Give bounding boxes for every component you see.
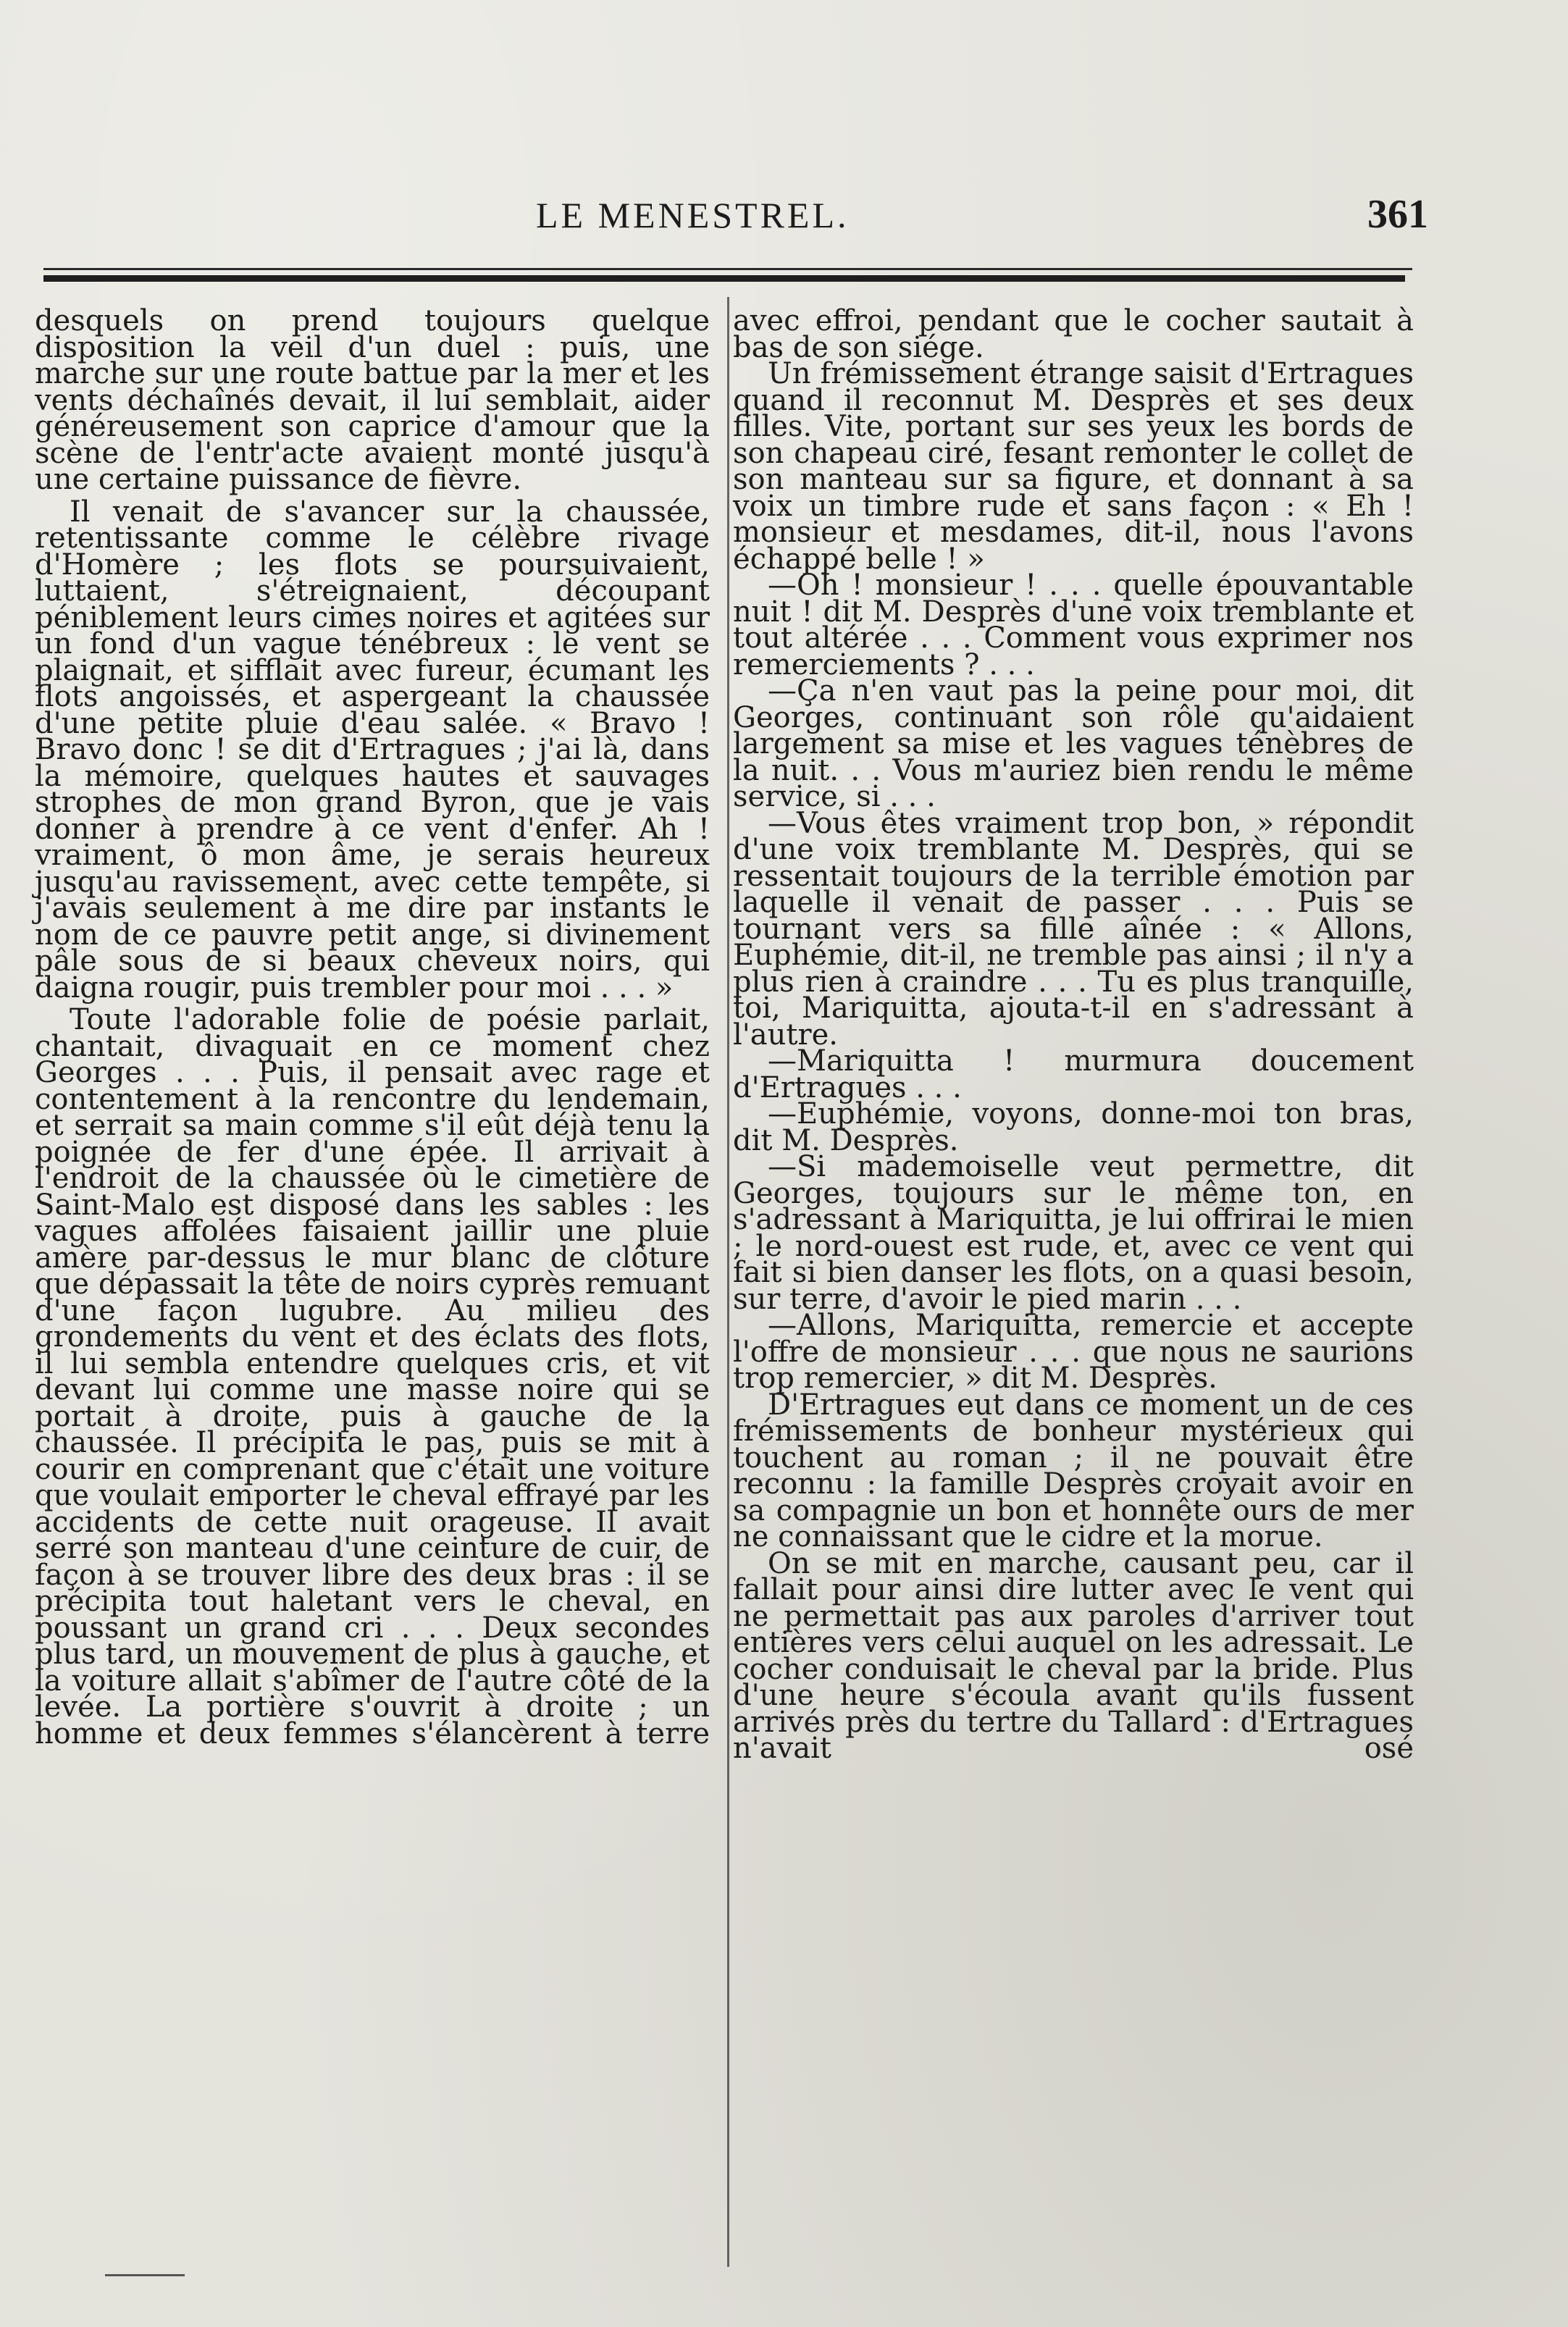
paragraph: —Ça n'en vaut pas la peine pour moi, dit Georges, continuant son rôle qu'aidaient largement sa mise et les vagues ténèbres de la nuit. . . Vous m'auriez bien rendu le même service, si . . . — [733, 674, 1414, 813]
paragraph: On se mit en marche, causant peu, car il fallait pour ainsi dire lutter avec le vent qui ne permettait pas aux paroles d'arriver tout entières vers celui auquel on les adressait. Le cocher conduisait le cheval par la bride. Plus d'une heure s'écoula avant qu'ils fussent arrivés près du tertre du Tallard : d'Ertragues n'avait osé — [733, 1546, 1414, 1765]
paragraph: D'Ertragues eut dans ce moment un de ces frémissements de bonheur mystérieux qui touchent au roman ; il ne pouvait être reconnu : la famille Desprès croyait avoir en sa compagnie un bon et honnête ours de mer ne connaissant que le cidre et la morue. — [733, 1388, 1414, 1554]
column-divider — [727, 297, 729, 2267]
paragraph: —Oh ! monsieur ! . . . quelle épouvantable nuit ! dit M. Desprès d'une voix tremblante et tout altérée . . . Comment vous exprimer nos remerciements ? . . . — [733, 569, 1414, 682]
paragraph: avec effroi, pendant que le cocher sautait à bas de son siége. — [733, 304, 1414, 364]
footer-rule — [105, 2274, 185, 2276]
paragraph: —Mariquitta ! murmura doucement d'Ertragues . . . — [733, 1044, 1414, 1104]
page-number: 361 — [1367, 192, 1428, 237]
paragraph: —Vous êtes vraiment trop bon, » répondit d'une voix tremblante M. Desprès, qui se ressentait toujours de la terrible émotion par laquelle il venait de passer . . . Puis se tournant vers sa fille aînée : « Allons, Euphémie, dit-il, ne tremble pas ainsi ; il n'y a plus rien à craindre . . . Tu es plus tranquille, toi, Mariquitta, ajouta-t-il en s'adressant à l'autre. — [733, 806, 1414, 1052]
left-column — [35, 304, 710, 1751]
paragraph: Il venait de s'avancer sur la chaussée, retentissante comme le célèbre rivage d'Homère ; les flots se poursuivaient, luttaient, s'étreignaient, découpant péniblement leurs cimes noires et agitées sur un fond d'un vague ténébreux : le vent se plaignait, et sifflait avec fureur, écumant les flots angoissés, et aspergeant la chaussée d'une petite pluie d'eau salée. « Bravo ! Bravo donc ! se dit d'Ertragues ; j'ai là, dans la mémoire, quelques hautes et sauvages strophes de mon grand Byron, que je vais donner à prendre à ce vent d'enfer. Ah ! vraiment, ô mon âme, je serais heureux jusqu'au ravissement, avec cette tempête, si j'avais seulement à me dire par instants le nom de ce pauvre petit ange, si divinement pâle sous de si beaux cheveux noirs, qui daigna rougir, puis trembler pour moi . . . » — [35, 495, 710, 1005]
header-rule-thin — [43, 268, 1412, 270]
paragraph: —Euphémie, voyons, donne-moi ton bras, dit M. Desprès. — [733, 1097, 1414, 1157]
paragraph: —Allons, Mariquitta, remercie et accepte l'offre de monsieur . . . que nous ne saurions trop remercier, » dit M. Desprès. — [733, 1309, 1414, 1395]
paragraph: Toute l'adorable folie de poésie parlait, chantait, divaguait en ce moment chez Georges . . . Puis, il pensait avec rage et contentement à la rencontre du lendemain, et serrait sa main comme s'il eût déjà tenu la poignée de fer d'une épée. Il arrivait à l'endroit de la chaussée où le cimetière de Saint-Malo est disposé dans les sables : les vagues affolées faisaient jaillir une pluie amère par-dessus le mur blanc de clôture que dépassait la tête de noirs cyprès remuant d'une façon lugubre. Au milieu des grondements du vent et des éclats des flots, il lui sembla entendre quelques cris, et vit devant lui comme une masse noire qui se portait à droite, puis à gauche de la chaussée. Il précipita le pas, puis se mit à courir en comprenant que c'était une voiture que voulait emporter le cheval effrayé par les accidents de cette nuit orageuse. Il avait serré son manteau d'une ceinture de cuir, de façon à se trouver libre des deux bras : il se précipita tout haletant vers le cheval, en poussant un grand cri . . . Deux secondes plus tard, un mouvement de plus à gauche, et la voiture allait s'abîmer de l'autre côté de la levée. La portière s'ouvrit à droite ; un homme et deux femmes s'élancèrent à terre — [35, 1003, 710, 1751]
paragraph: desquels on prend toujours quelque disposition la veil d'un duel : puis, une marche sur une route battue par la mer et les vents déchaînés devait, il lui semblait, aider généreusement son caprice d'amour que la scène de l'entr'acte avaient monté jusqu'à une certaine puissance de fièvre. — [35, 304, 710, 496]
running-head — [0, 194, 1568, 252]
paragraph: —Si mademoiselle veut permettre, dit Georges, toujours sur le même ton, en s'adressant à Mariquitta, je lui offrirai le mien ; le nord-ouest est rude, et, avec ce vent qui fait si bien danser les flots, on a quasi besoin, sur terre, d'avoir le pied marin . . . — [733, 1150, 1414, 1316]
paragraph: Un frémissement étrange saisit d'Ertragues quand il reconnut M. Desprès et ses deux filles. Vite, portant sur ses yeux les bords de son chapeau ciré, fesant remonter le collet de son manteau sur sa figure, et donnant à sa voix un timbre rude et sans façon : « Eh ! monsieur et mesdames, dit-il, nous l'avons échappé belle ! » — [733, 357, 1414, 576]
header-rule-thick — [43, 275, 1405, 282]
publication-title: LE MENESTREL. — [536, 195, 850, 235]
right-column — [733, 304, 1414, 1765]
